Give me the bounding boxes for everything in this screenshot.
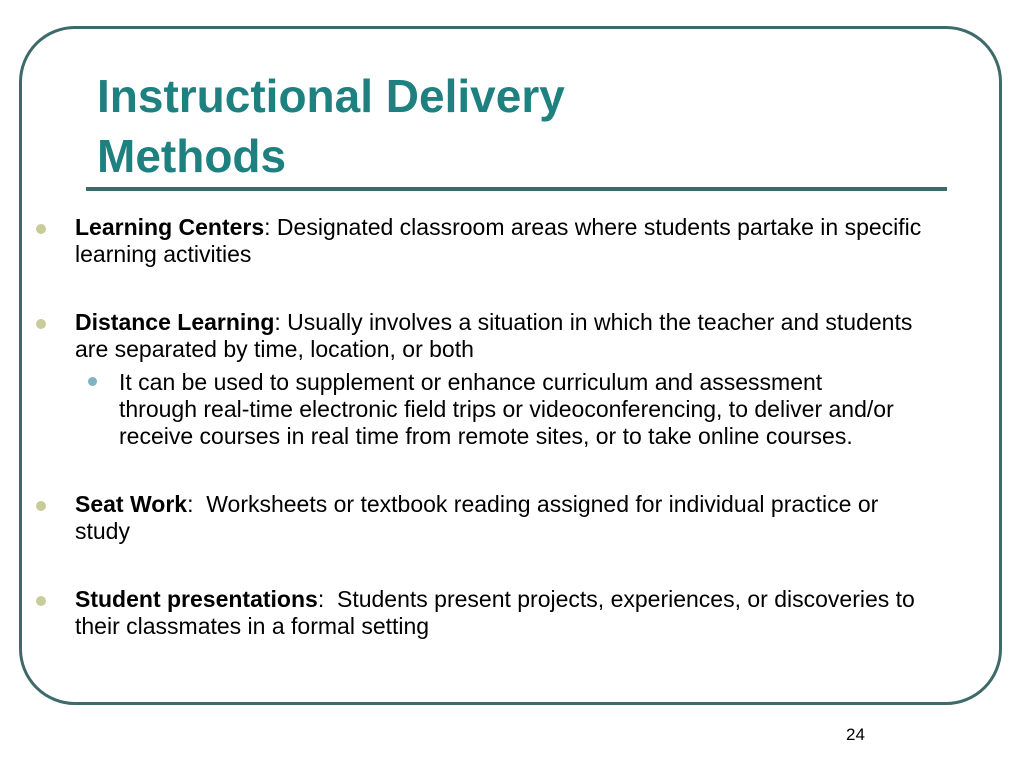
bullet-item-seat-work [35, 491, 935, 545]
bullet-dot-icon [36, 596, 46, 606]
bullet-term: Student presentations [75, 586, 318, 612]
bullet-item-distance-learning [35, 309, 935, 450]
bullet-term: Distance Learning [75, 309, 275, 335]
bullet-item-learning-centers [35, 214, 935, 268]
sub-bullet-text: It can be used to supplement or enhance curriculum and assessment through real-time electronic field trips or videoconferencing, to deliver and/or receive courses in real time from remote sites, or to take online courses. [119, 369, 894, 449]
bullet-item-student-presentations [35, 586, 935, 640]
slide-title-line-1: Instructional Delivery [97, 70, 565, 122]
sub-bullet-item [75, 369, 899, 450]
title-divider [86, 187, 947, 191]
bullet-list [35, 214, 935, 681]
bullet-separator: : [264, 214, 271, 240]
bullet-text: Usually involves a situation in which the teacher and students are separated by time, location, or both [75, 309, 913, 362]
bullet-separator: : [317, 586, 325, 612]
bullet-dot-icon [36, 319, 46, 329]
bullet-text: Worksheets or textbook reading assigned for individual practice or study [75, 491, 885, 544]
bullet-separator: : [187, 491, 194, 517]
slide-title-line-2: Methods [97, 130, 287, 182]
bullet-term: Seat Work [75, 491, 188, 517]
bullet-dot-icon [36, 501, 46, 511]
page-number: 24 [846, 725, 865, 744]
slide-title [97, 66, 917, 186]
bullet-text: Students present projects, experiences, or discoveries to their classmates in a formal setting [75, 586, 922, 639]
sub-bullet-dot-icon [88, 377, 97, 386]
bullet-dot-icon [36, 224, 46, 234]
bullet-separator: : [274, 309, 281, 335]
bullet-term: Learning Centers [75, 214, 265, 240]
bullet-text: Designated classroom areas where students partake in specific learning activities [75, 214, 922, 267]
